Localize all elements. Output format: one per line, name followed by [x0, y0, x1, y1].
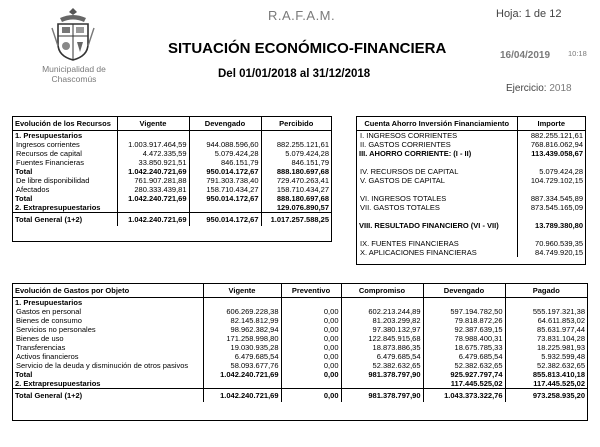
row-percibido: 129.076.890,57 [261, 203, 331, 213]
expenses-header-row [13, 284, 587, 298]
row-amount: 113.439.058,67 [517, 149, 585, 158]
row-pagado: 855.813.410,18 [505, 370, 587, 379]
row-pagado: 117.445.525,02 [505, 379, 587, 389]
row-vigente: 4.472.335,59 [117, 149, 189, 158]
row-label: Total [15, 194, 33, 203]
row-vigente: 98.962.382,94 [203, 325, 281, 334]
row-label: Servicio de la deuda y disminución de otros pasivos [16, 361, 189, 370]
row-preventivo: 0,00 [281, 361, 341, 370]
expenses-header-devengado: Devengado [423, 284, 505, 298]
row-label [357, 158, 517, 167]
row-devengado: 950.014.172,67 [189, 194, 261, 203]
row-percibido: 888.180.697,68 [261, 194, 331, 203]
row-preventivo: 0,00 [281, 334, 341, 343]
row-amount [517, 230, 585, 239]
row-label: Fuentes Financieras [16, 158, 84, 167]
row-label: Bienes de uso [16, 334, 64, 343]
row-amount [517, 158, 585, 167]
row-vigente: 1.042.240.721,69 [203, 389, 281, 403]
row-devengado: 950.014.172,67 [189, 213, 261, 227]
report-date: 16/04/2019 [500, 50, 551, 61]
row-vigente: 761.907.281,88 [117, 176, 189, 185]
row-label: X. APLICACIONES FINANCIERAS [360, 248, 477, 257]
municipal-crest-icon [50, 6, 96, 62]
row-label: Afectados [16, 185, 50, 194]
row-devengado: 117.445.525,02 [423, 379, 505, 389]
row-label: VI. INGRESOS TOTALES [360, 194, 447, 203]
table-row [357, 194, 585, 203]
row-percibido: 158.710.434,27 [261, 185, 331, 194]
row-label: Bienes de consumo [16, 316, 82, 325]
row-vigente: 1.042.240.721,69 [117, 213, 189, 227]
table-row [357, 221, 585, 230]
table-row [357, 212, 585, 221]
row-compromiso: 602.213.244,89 [341, 307, 423, 316]
table-row [13, 352, 587, 361]
row-compromiso: 6.479.685,54 [341, 352, 423, 361]
row-label: II. GASTOS CORRIENTES [360, 140, 451, 149]
table-row [13, 370, 587, 379]
row-preventivo: 0,00 [281, 343, 341, 352]
page-title: SITUACIÓN ECONÓMICO-FINANCIERA [168, 40, 447, 57]
row-devengado: 78.988.400,31 [423, 334, 505, 343]
row-devengado: 18.675.785,33 [423, 343, 505, 352]
row-preventivo: 0,00 [281, 307, 341, 316]
fiscal-year-value: 2018 [549, 83, 572, 94]
row-label: Ingresos corrientes [16, 140, 80, 149]
table-row [357, 149, 585, 158]
resources-header-label: Evolución de los Recursos [13, 117, 117, 131]
row-amount: 887.334.545,89 [517, 194, 585, 203]
row-label [357, 185, 517, 194]
table-row [357, 158, 585, 167]
row-label: Recursos de capital [16, 149, 82, 158]
row-vigente: 6.479.685,54 [203, 352, 281, 361]
fiscal-year-label: Ejercicio: [506, 83, 547, 94]
row-vigente: 1.042.240.721,69 [117, 167, 189, 176]
table-row [357, 185, 585, 194]
row-vigente: 606.269.228,38 [203, 307, 281, 316]
row-vigente: 280.333.439,81 [117, 185, 189, 194]
expenses-header-vigente: Vigente [203, 284, 281, 298]
resources-header-vigente: Vigente [117, 117, 189, 131]
row-label: 1. Presupuestarios [15, 131, 83, 140]
row-label: Gastos en personal [16, 307, 82, 316]
expenses-header-compromiso: Compromiso [341, 284, 423, 298]
row-label: Activos financieros [16, 352, 79, 361]
row-pagado: 85.631.977,44 [505, 325, 587, 334]
row-devengado: 5.079.424,28 [189, 149, 261, 158]
row-vigente: 171.258.998,80 [203, 334, 281, 343]
row-amount: 70.960.539,35 [517, 239, 585, 248]
row-amount: 5.079.424,28 [517, 167, 585, 176]
table-row [357, 203, 585, 212]
row-pagado: 973.258.935,20 [505, 389, 587, 403]
row-percibido: 729.470.263,41 [261, 176, 331, 185]
row-pagado: 5.932.599,48 [505, 352, 587, 361]
resources-total-row [13, 213, 331, 227]
row-vigente [203, 298, 281, 308]
row-percibido: 5.079.424,28 [261, 149, 331, 158]
row-percibido: 1.017.257.588,25 [261, 213, 331, 227]
table-row [13, 131, 331, 141]
row-compromiso: 18.873.886,35 [341, 343, 423, 352]
row-devengado [189, 131, 261, 141]
table-row [13, 167, 331, 176]
row-label: IX. FUENTES FINANCIERAS [360, 239, 459, 248]
table-row [13, 185, 331, 194]
row-devengado: 944.088.596,60 [189, 140, 261, 149]
row-vigente: 58.093.677,76 [203, 361, 281, 370]
table-row [13, 194, 331, 203]
row-label: De libre disponibilidad [16, 176, 90, 185]
row-devengado: 92.387.639,15 [423, 325, 505, 334]
row-devengado: 79.818.872,26 [423, 316, 505, 325]
row-preventivo [281, 298, 341, 308]
row-label: VIII. RESULTADO FINANCIERO (VI - VII) [359, 221, 499, 230]
row-devengado [189, 203, 261, 213]
row-label: Total General (1+2) [13, 389, 203, 403]
row-preventivo: 0,00 [281, 370, 341, 379]
row-devengado: 950.014.172,67 [189, 167, 261, 176]
row-percibido: 882.255.121,61 [261, 140, 331, 149]
row-vigente: 82.145.812,99 [203, 316, 281, 325]
table-row [13, 361, 587, 370]
row-vigente: 1.042.240.721,69 [203, 370, 281, 379]
expenses-header-preventivo: Preventivo [281, 284, 341, 298]
row-label: IV. RECURSOS DE CAPITAL [360, 167, 459, 176]
table-row [13, 203, 331, 213]
savings-investment-table [356, 116, 586, 265]
row-label: Transferencias [16, 343, 66, 352]
resources-header-devengado: Devengado [189, 117, 261, 131]
row-devengado: 846.151,79 [189, 158, 261, 167]
row-amount [517, 185, 585, 194]
table-row [13, 307, 587, 316]
row-pagado: 64.611.853,02 [505, 316, 587, 325]
row-label: Servicios no personales [16, 325, 96, 334]
table-row [357, 131, 585, 141]
row-vigente [203, 379, 281, 389]
row-preventivo: 0,00 [281, 389, 341, 403]
row-label: Total [15, 167, 33, 176]
fiscal-year [506, 83, 572, 94]
row-pagado: 18.225.981,93 [505, 343, 587, 352]
row-label: Total General (1+2) [13, 213, 117, 227]
table-row [13, 298, 587, 308]
row-devengado: 158.710.434,27 [189, 185, 261, 194]
row-label [357, 230, 517, 239]
row-preventivo [281, 379, 341, 389]
row-devengado: 791.303.738,40 [189, 176, 261, 185]
row-amount: 882.255.121,61 [517, 131, 585, 141]
row-percibido: 888.180.697,68 [261, 167, 331, 176]
row-amount: 84.749.920,15 [517, 248, 585, 257]
row-compromiso: 81.203.299,82 [341, 316, 423, 325]
row-compromiso: 122.845.915,68 [341, 334, 423, 343]
municipality-name: Municipalidad de Chascomús [42, 64, 106, 84]
table-row [13, 140, 331, 149]
row-pagado: 52.382.632,65 [505, 361, 587, 370]
row-vigente: 33.850.921,51 [117, 158, 189, 167]
table-row [13, 149, 331, 158]
row-preventivo: 0,00 [281, 352, 341, 361]
expenses-header-pagado: Pagado [505, 284, 587, 298]
table-row [357, 167, 585, 176]
system-name: R.A.F.A.M. [268, 8, 336, 23]
resources-table [12, 116, 332, 242]
table-row [13, 158, 331, 167]
savings-header-label: Cuenta Ahorro Inversión Financiamiento [357, 117, 517, 131]
row-label: Total [15, 370, 33, 379]
row-amount [517, 212, 585, 221]
table-row [13, 334, 587, 343]
row-vigente: 1.003.917.464,59 [117, 140, 189, 149]
savings-header-amount: Importe [517, 117, 585, 131]
row-compromiso: 52.382.632,65 [341, 361, 423, 370]
resources-header-row [13, 117, 331, 131]
expenses-header-label: Evolución de Gastos por Objeto [13, 284, 203, 298]
row-pagado: 555.197.321,38 [505, 307, 587, 316]
row-amount: 768.816.062,94 [517, 140, 585, 149]
row-label: VII. GASTOS TOTALES [360, 203, 440, 212]
table-row [357, 239, 585, 248]
table-row [13, 316, 587, 325]
row-amount: 873.545.165,09 [517, 203, 585, 212]
row-vigente: 1.042.240.721,69 [117, 194, 189, 203]
row-devengado: 52.382.632,65 [423, 361, 505, 370]
row-label: 2. Extrapresupuestarios [15, 379, 101, 388]
row-devengado [423, 298, 505, 308]
savings-header-row [357, 117, 585, 131]
row-vigente [117, 131, 189, 141]
page-number: Hoja: 1 de 12 [496, 8, 562, 20]
row-compromiso: 981.378.797,90 [341, 370, 423, 379]
row-devengado: 597.194.782,50 [423, 307, 505, 316]
expenses-table [12, 283, 588, 421]
row-devengado: 1.043.373.322,76 [423, 389, 505, 403]
expenses-total-row [13, 389, 587, 403]
row-compromiso [341, 298, 423, 308]
row-vigente: 19.030.935,28 [203, 343, 281, 352]
row-amount: 104.729.102,15 [517, 176, 585, 185]
row-label: 2. Extrapresupuestarios [15, 203, 101, 212]
report-time: 10:18 [568, 49, 587, 58]
table-row [13, 379, 587, 389]
resources-header-percibido: Percibido [261, 117, 331, 131]
row-pagado [505, 298, 587, 308]
row-compromiso [341, 379, 423, 389]
row-percibido [261, 131, 331, 141]
table-row [13, 176, 331, 185]
row-label: I. INGRESOS CORRIENTES [360, 131, 458, 140]
row-compromiso: 97.380.132,97 [341, 325, 423, 334]
table-row [357, 248, 585, 257]
table-row [357, 140, 585, 149]
table-row [13, 343, 587, 352]
row-amount: 13.789.380,80 [517, 221, 585, 230]
row-devengado: 6.479.685,54 [423, 352, 505, 361]
row-label [357, 212, 517, 221]
row-percibido: 846.151,79 [261, 158, 331, 167]
table-row [357, 230, 585, 239]
row-compromiso: 981.378.797,90 [341, 389, 423, 403]
row-label: 1. Presupuestarios [15, 298, 83, 307]
row-preventivo: 0,00 [281, 316, 341, 325]
row-devengado: 925.927.797,74 [423, 370, 505, 379]
row-preventivo: 0,00 [281, 325, 341, 334]
report-period: Del 01/01/2018 al 31/12/2018 [218, 68, 371, 80]
row-label: V. GASTOS DE CAPITAL [360, 176, 445, 185]
row-label: III. AHORRO CORRIENTE: (I - II) [359, 149, 472, 158]
table-row [357, 176, 585, 185]
table-row [13, 325, 587, 334]
row-vigente [117, 203, 189, 213]
row-pagado: 73.831.104,28 [505, 334, 587, 343]
